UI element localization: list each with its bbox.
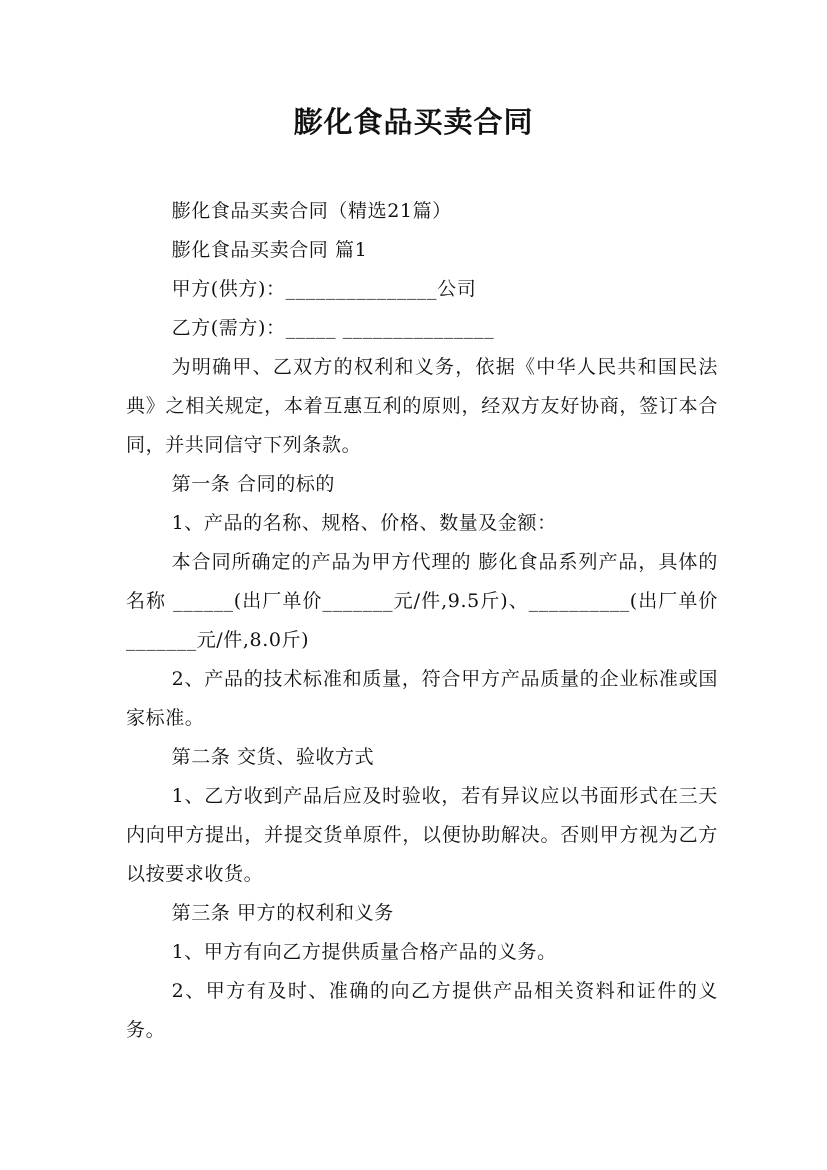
paragraph-clause-1-products: 本合同所确定的产品为甲方代理的 膨化食品系列产品，具体的名称 ______(出厂单价_______元/件,9.5斤)、__________(出厂单价_______元/件,8.0斤): [126, 551, 718, 651]
paragraph-preamble: 为明确甲、乙双方的权利和义务，依据《中华人民共和国民法典》之相关规定，本着互惠互利的原则，经双方友好协商，签订本合同，并共同信守下列条款。: [126, 356, 718, 456]
paragraph-article-heading: 膨化食品买卖合同 篇1: [171, 239, 368, 261]
paragraph-clause-3-item-2: 2、甲方有及时、准确的向乙方提供产品相关资料和证件的义务。: [126, 980, 718, 1041]
paragraph-party-b: 乙方(需方)：_____ _______________: [171, 317, 495, 339]
paragraph-clause-1-item-1: 1、产品的名称、规格、价格、数量及金额：: [171, 512, 557, 534]
paragraph-party-a: 甲方(供方)：_______________公司: [171, 278, 477, 300]
paragraph-clause-2-heading: 第二条 交货、验收方式: [171, 746, 375, 768]
paragraph-clause-1-item-2: 2、产品的技术标准和质量，符合甲方产品质量的企业标准或国家标准。: [126, 668, 718, 729]
document-body: [126, 192, 718, 1050]
paragraph-clause-3-item-1: 1、甲方有向乙方提供质量合格产品的义务。: [171, 941, 557, 963]
paragraph-subtitle: 膨化食品买卖合同（精选21篇）: [171, 200, 452, 222]
paragraph-clause-2-item-1: 1、乙方收到产品后应及时验收，若有异议应以书面形式在三天内向甲方提出，并提交货单原件，以便协助解决。否则甲方视为乙方以按要求收货。: [126, 785, 718, 885]
document-title: 膨化食品买卖合同: [293, 105, 534, 139]
paragraph-clause-3-heading: 第三条 甲方的权利和义务: [171, 902, 394, 924]
paragraph-clause-1-heading: 第一条 合同的标的: [171, 473, 336, 495]
